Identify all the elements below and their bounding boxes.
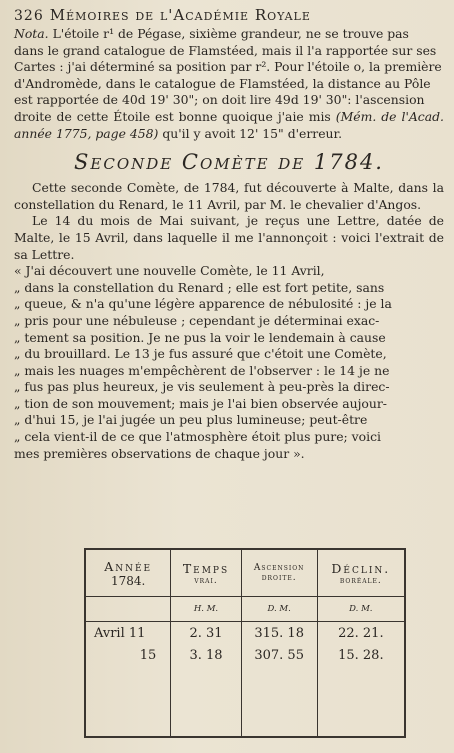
table-unit-cell: D. M.: [241, 597, 317, 622]
table-unit-cell: [86, 597, 171, 622]
quote-line: „ queue, & n'a qu'une légère apparence de nébulosité : je la: [14, 296, 392, 312]
table-header-cell: Déclin. boréale.: [317, 550, 404, 597]
running-title: Mémoires de l'Académie Royale: [49, 6, 311, 24]
table-row: [86, 622, 404, 645]
quote-line: „ dans la constellation du Renard ; elle est fort petite, sans: [14, 279, 385, 295]
quote-line: „ d'hui 15, je l'ai jugée un peu plus lumineuse; peut-être: [14, 412, 368, 428]
quote-line: „ tion de son mouvement; mais je l'ai bien observée aujour-: [14, 395, 387, 411]
note-line: Cartes : j'ai déterminé sa position par r². Pour l'étoile o, la première: [14, 59, 442, 75]
note-line: d'Andromède, dans le catalogue de Flamstéed, la distance au Pôle: [14, 75, 431, 91]
quote-line: „ cela vient-il de ce que l'atmosphère étoit plus pure; voici: [14, 429, 381, 445]
table-units-row: [86, 597, 404, 622]
table-row: [86, 644, 404, 666]
quote-line: « J'ai découvert une nouvelle Comète, le 11 Avril,: [14, 263, 325, 279]
table-cell: 15: [139, 647, 157, 663]
paragraph: Cette seconde Comète, de 1784, fut découverte à Malte, dans la constellation du Renard, le 11 Avril, par M. le chevalier d'Angos.: [14, 180, 444, 212]
note-line: L'étoile r¹ de Pégase, sixième grandeur, ne se trouve pas: [52, 26, 409, 41]
quote-line: „ tement sa position. Je ne pus la voir le lendemain à cause: [14, 329, 386, 345]
table-unit-cell: H. M.: [171, 597, 241, 622]
table-cell: Avril 11: [94, 625, 146, 641]
observation-table: [84, 548, 406, 738]
table-header-row: [86, 550, 404, 597]
table-unit-cell: D. M.: [317, 597, 404, 622]
table-cell: 15. 28.: [317, 644, 404, 666]
quote-line: „ du brouillard. Le 13 je fus assuré que c'étoit une Comète,: [14, 346, 387, 362]
note-line: dans le grand catalogue de Flamstéed, mais il l'a rapportée sur ses: [14, 42, 437, 58]
table-header-cell: Année 1784.: [86, 550, 171, 597]
table-header-cell: Ascension droite.: [241, 550, 317, 597]
footnote: [14, 26, 444, 142]
letter-quote: [14, 263, 444, 462]
section-title: Seconde Comète de 1784.: [74, 150, 384, 175]
table-cell: 22. 21.: [317, 622, 404, 645]
paragraph: Le 14 du mois de Mai suivant, je reçus une Lettre, datée de Malte, le 15 Avril, dans laquelle il me l'annonçoit : voici l'extrait de sa Lettre.: [14, 213, 444, 262]
quote-line: „ pris pour une nébuleuse ; cependant je déterminai exac-: [14, 312, 380, 328]
note-lead: Nota.: [14, 26, 49, 41]
quote-line: „ mais les nuages m'empêchèrent de l'observer : le 14 je ne: [14, 362, 390, 378]
table-cell: 3. 18: [171, 644, 241, 666]
table-cell: 2. 31: [171, 622, 241, 645]
page-number: 326: [14, 8, 44, 24]
note-reference: (Mém. de l'Acad. année 1775, page 458): [14, 108, 444, 141]
page-header: [14, 6, 444, 26]
table-cell: 307. 55: [241, 644, 317, 666]
note-line: droite de cette Étoile est bonne quoique j'aie mis: [14, 108, 331, 124]
body-text: [14, 180, 444, 462]
table-header-cell: Temps vrai.: [171, 550, 241, 597]
quote-line: „ fus pas plus heureux, je vis seulement à peu-près la direc-: [14, 379, 390, 395]
table-empty-row: [86, 666, 404, 736]
note-tail: qu'il y avoit 12' 15" d'erreur.: [162, 125, 343, 141]
note-line: est rapportée de 40d 19' 30"; on doit lire 49d 19' 30": l'ascension: [14, 92, 425, 108]
table-cell: 315. 18: [241, 622, 317, 645]
quote-line: mes premières observations de chaque jour ».: [14, 445, 305, 461]
